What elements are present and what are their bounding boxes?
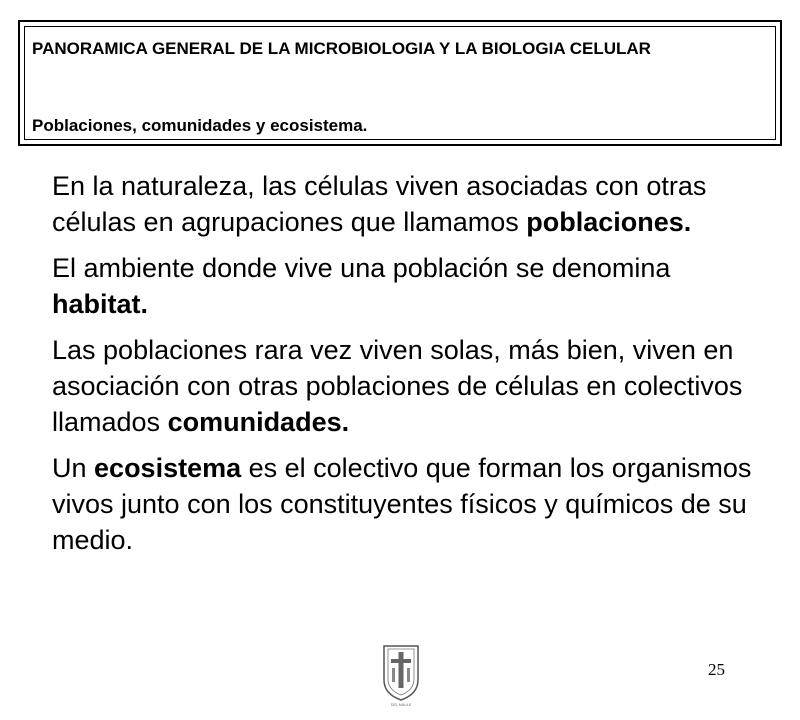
paragraph-text: El ambiente donde vive una población se denomina [52, 253, 671, 283]
paragraph-comunidades [52, 332, 752, 440]
svg-text:DEL MAULE: DEL MAULE [390, 703, 412, 707]
term-comunidades: comunidades. [167, 407, 350, 437]
paragraph-text: En la naturaleza, las células viven asociadas con otras células en agrupaciones que llamamos [52, 171, 707, 237]
header-box [18, 20, 782, 146]
paragraph-ecosistema [52, 450, 752, 558]
university-crest-logo [380, 644, 422, 708]
paragraph-text: es el colectivo que forman los organismos vivos junto con los constituyentes físicos y químicos de su medio. [52, 453, 752, 555]
paragraph-text: Las poblaciones rara vez viven solas, más bien, viven en asociación con otras poblaciones de células en colectivos llamados [52, 335, 743, 437]
term-poblaciones: poblaciones. [526, 207, 692, 237]
slide-title: PANORAMICA GENERAL DE LA MICROBIOLOGIA Y LA BIOLOGIA CELULAR [32, 39, 651, 58]
paragraph-habitat [52, 250, 752, 322]
body-text [52, 168, 752, 568]
term-habitat: habitat. [52, 289, 149, 319]
slide-subtitle: Poblaciones, comunidades y ecosistema. [32, 116, 368, 135]
term-ecosistema: ecosistema [94, 453, 242, 483]
paragraph-poblaciones [52, 168, 752, 240]
paragraph-text: Un [52, 453, 95, 483]
page-number: 25 [708, 660, 725, 679]
